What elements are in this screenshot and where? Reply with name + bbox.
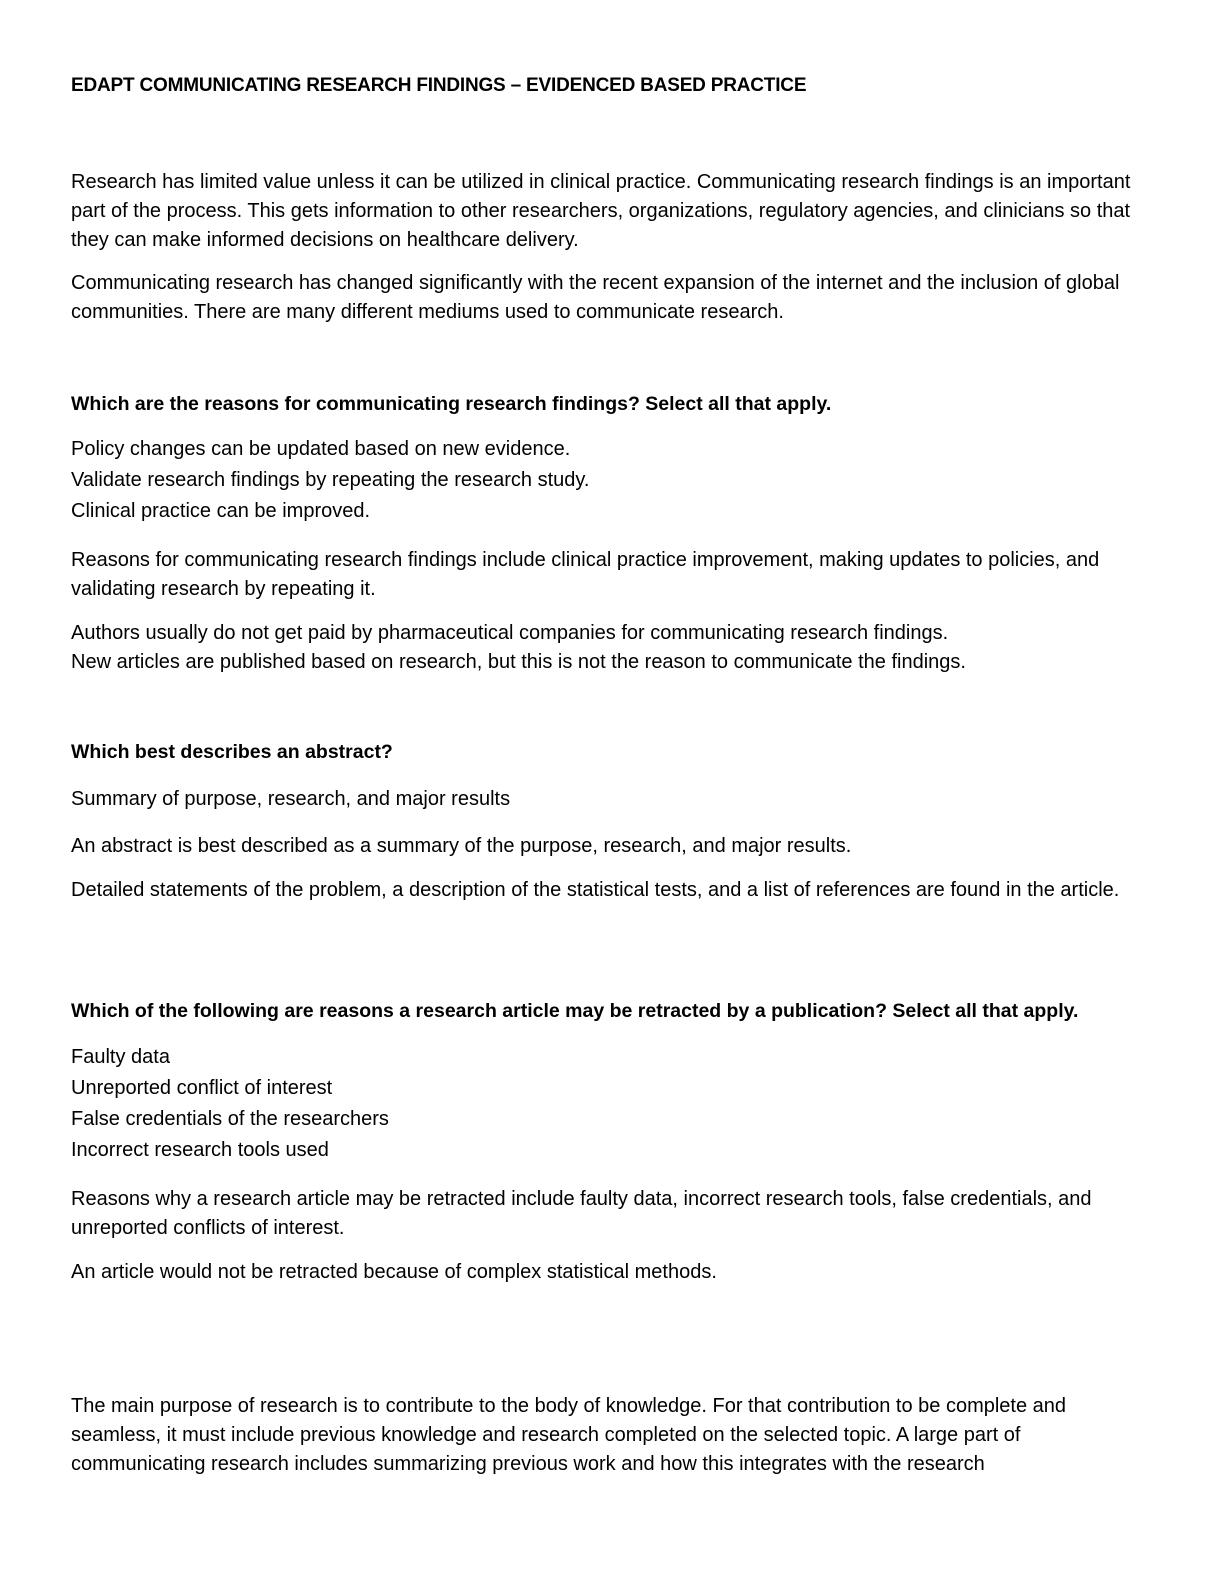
incorrect-note: New articles are published based on research, but this is not the reason to communicate the findings. xyxy=(71,651,966,673)
question-3: Which of the following are reasons a research article may be retracted by a publication? Select all that apply. xyxy=(71,1000,1079,1022)
question-3-incorrect: An article would not be retracted because of complex statistical methods. xyxy=(71,1261,717,1283)
document-title: EDAPT COMMUNICATING RESEARCH FINDINGS – EVIDENCED BASED PRACTICE xyxy=(71,75,807,96)
answer-item: Incorrect research tools used xyxy=(71,1139,329,1161)
answer-item: Clinical practice can be improved. xyxy=(71,500,371,522)
question-2-incorrect: Detailed statements of the problem, a description of the statistical tests, and a list of references are found in the article. xyxy=(71,879,1120,901)
answer-item: Summary of purpose, research, and major results xyxy=(71,788,511,810)
question-1-rationale: Reasons for communicating research findings include clinical practice improvement, making updates to policies, and validating research by repeating it. xyxy=(71,549,1100,600)
answer-item: Faulty data xyxy=(71,1046,170,1068)
answer-item: Validate research findings by repeating the research study. xyxy=(71,469,590,491)
question-1-answers xyxy=(71,434,1151,527)
intro-paragraph-2: Communicating research has changed significantly with the recent expansion of the internet and the inclusion of global communities. There are many different mediums used to communicate research. xyxy=(71,272,1120,323)
question-2: Which best describes an abstract? xyxy=(71,741,393,763)
question-1-incorrect xyxy=(71,619,1151,677)
incorrect-note: Authors usually do not get paid by pharmaceutical companies for communicating research findings. xyxy=(71,622,949,644)
question-2-answers xyxy=(71,784,1151,815)
intro-paragraph-1: Research has limited value unless it can be utilized in clinical practice. Communicating research findings is an important part of the process. This gets information to other researchers, organizations, regulatory agencies, and clinicians so that they can make informed decisions on healthcare delivery. xyxy=(71,171,1131,251)
question-2-rationale: An abstract is best described as a summary of the purpose, research, and major results. xyxy=(71,835,852,857)
answer-item: Policy changes can be updated based on new evidence. xyxy=(71,438,571,460)
question-1: Which are the reasons for communicating research findings? Select all that apply. xyxy=(71,393,832,415)
answer-item: False credentials of the researchers xyxy=(71,1108,389,1130)
question-3-answers xyxy=(71,1042,1151,1166)
closing-paragraph: The main purpose of research is to contribute to the body of knowledge. For that contribution to be complete and seamless, it must include previous knowledge and research completed on the selected topic. A large part of communicating research includes summarizing previous work and how this integrates with the research xyxy=(71,1395,1067,1475)
question-3-rationale: Reasons why a research article may be retracted include faulty data, incorrect research tools, false credentials, and unreported conflicts of interest. xyxy=(71,1188,1092,1239)
answer-item: Unreported conflict of interest xyxy=(71,1077,333,1099)
